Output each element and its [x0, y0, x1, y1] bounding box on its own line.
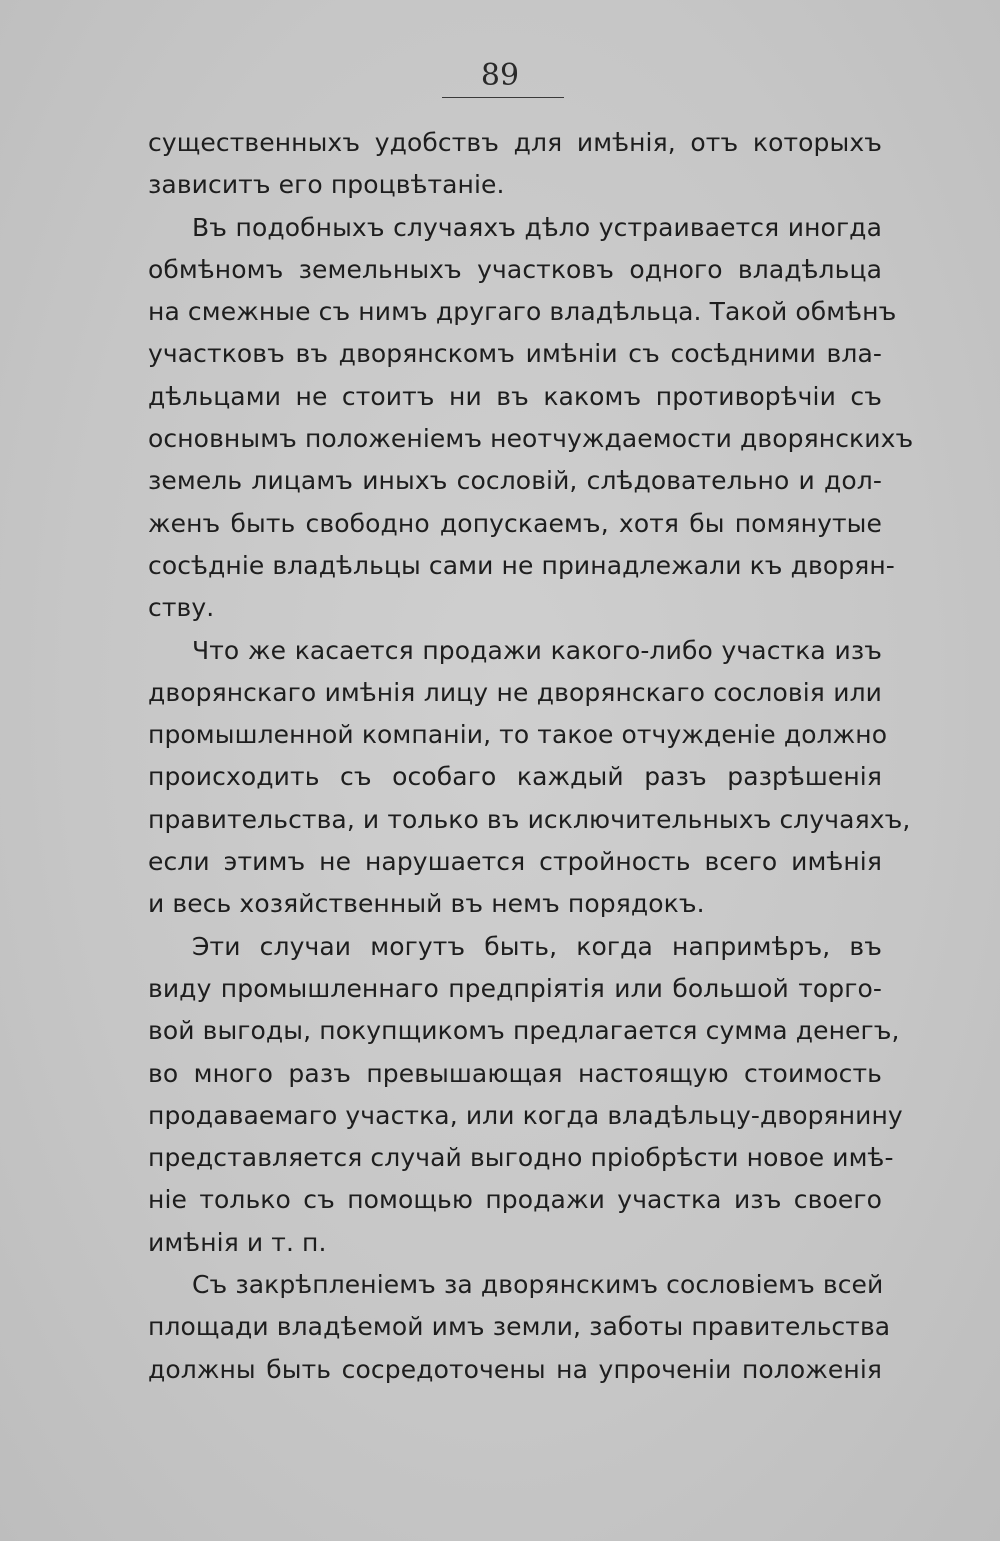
text-line: и весь хозяйственный въ немъ порядокъ.: [148, 889, 705, 919]
header-rule: [442, 97, 564, 98]
text-line: происходить съ особаго каждый разъ разрѣшенія: [148, 762, 882, 792]
text-line: ніе только съ помощью продажи участка изъ своего: [148, 1185, 882, 1215]
text-line: ству.: [148, 593, 215, 623]
text-line: Съ закрѣпленіемъ за дворянскимъ сословіемъ всей: [192, 1270, 884, 1300]
text-line: правительства, и только въ исключительныхъ случаяхъ,: [148, 804, 911, 834]
text-line: продаваемаго участка, или когда владѣльцу-дворянину: [148, 1100, 903, 1130]
text-line: во много разъ превышающая настоящую стоимость: [148, 1058, 882, 1088]
text-line: виду промышленнаго предпріятія или большой торго-: [148, 973, 882, 1003]
body-text: [148, 122, 914, 1391]
text-line: дѣльцами не стоитъ ни въ какомъ противорѣчіи съ: [148, 381, 882, 411]
text-line: сосѣдніе владѣльцы сами не принадлежали къ дворян-: [148, 550, 895, 580]
text-line: Эти случаи могутъ быть, когда напримѣръ, въ: [192, 931, 882, 961]
text-line: дворянскаго имѣнія лицу не дворянскаго сословія или: [148, 677, 882, 707]
text-line: промышленной компаніи, то такое отчужденіе должно: [148, 720, 888, 750]
text-line: на смежные съ нимъ другаго владѣльца. Такой обмѣнъ: [148, 297, 897, 327]
text-line: существенныхъ удобствъ для имѣнія, отъ которыхъ: [148, 128, 882, 157]
text-line: должны быть сосредоточены на упроченіи положенія: [148, 1354, 882, 1384]
page-number: 89: [480, 58, 520, 93]
text-line: если этимъ не нарушается стройность всего имѣнія: [148, 847, 882, 877]
text-line: обмѣномъ земельныхъ участковъ одного владѣльца: [148, 254, 882, 284]
text-line: площади владѣемой имъ земли, заботы правительства: [148, 1312, 891, 1342]
text-line: основнымъ положеніемъ неотчуждаемости дворянскихъ: [148, 424, 914, 454]
text-line: имѣнія и т. п.: [148, 1227, 327, 1257]
text-line: Въ подобныхъ случаяхъ дѣло устраивается иногда: [192, 212, 882, 242]
text-line: вой выгоды, покупщикомъ предлагается сумма денегъ,: [148, 1016, 900, 1046]
text-line: Что же касается продажи какого-либо участка изъ: [192, 635, 882, 665]
text-line: женъ быть свободно допускаемъ, хотя бы помянутые: [148, 508, 882, 538]
text-line: земель лицамъ иныхъ сословій, слѣдовательно и дол-: [148, 466, 882, 496]
text-line: зависитъ его процвѣтаніе.: [148, 170, 505, 200]
text-line: участковъ въ дворянскомъ имѣніи съ сосѣдними вла-: [148, 339, 882, 369]
text-line: представляется случай выгодно пріобрѣсти новое имѣ-: [148, 1143, 894, 1173]
